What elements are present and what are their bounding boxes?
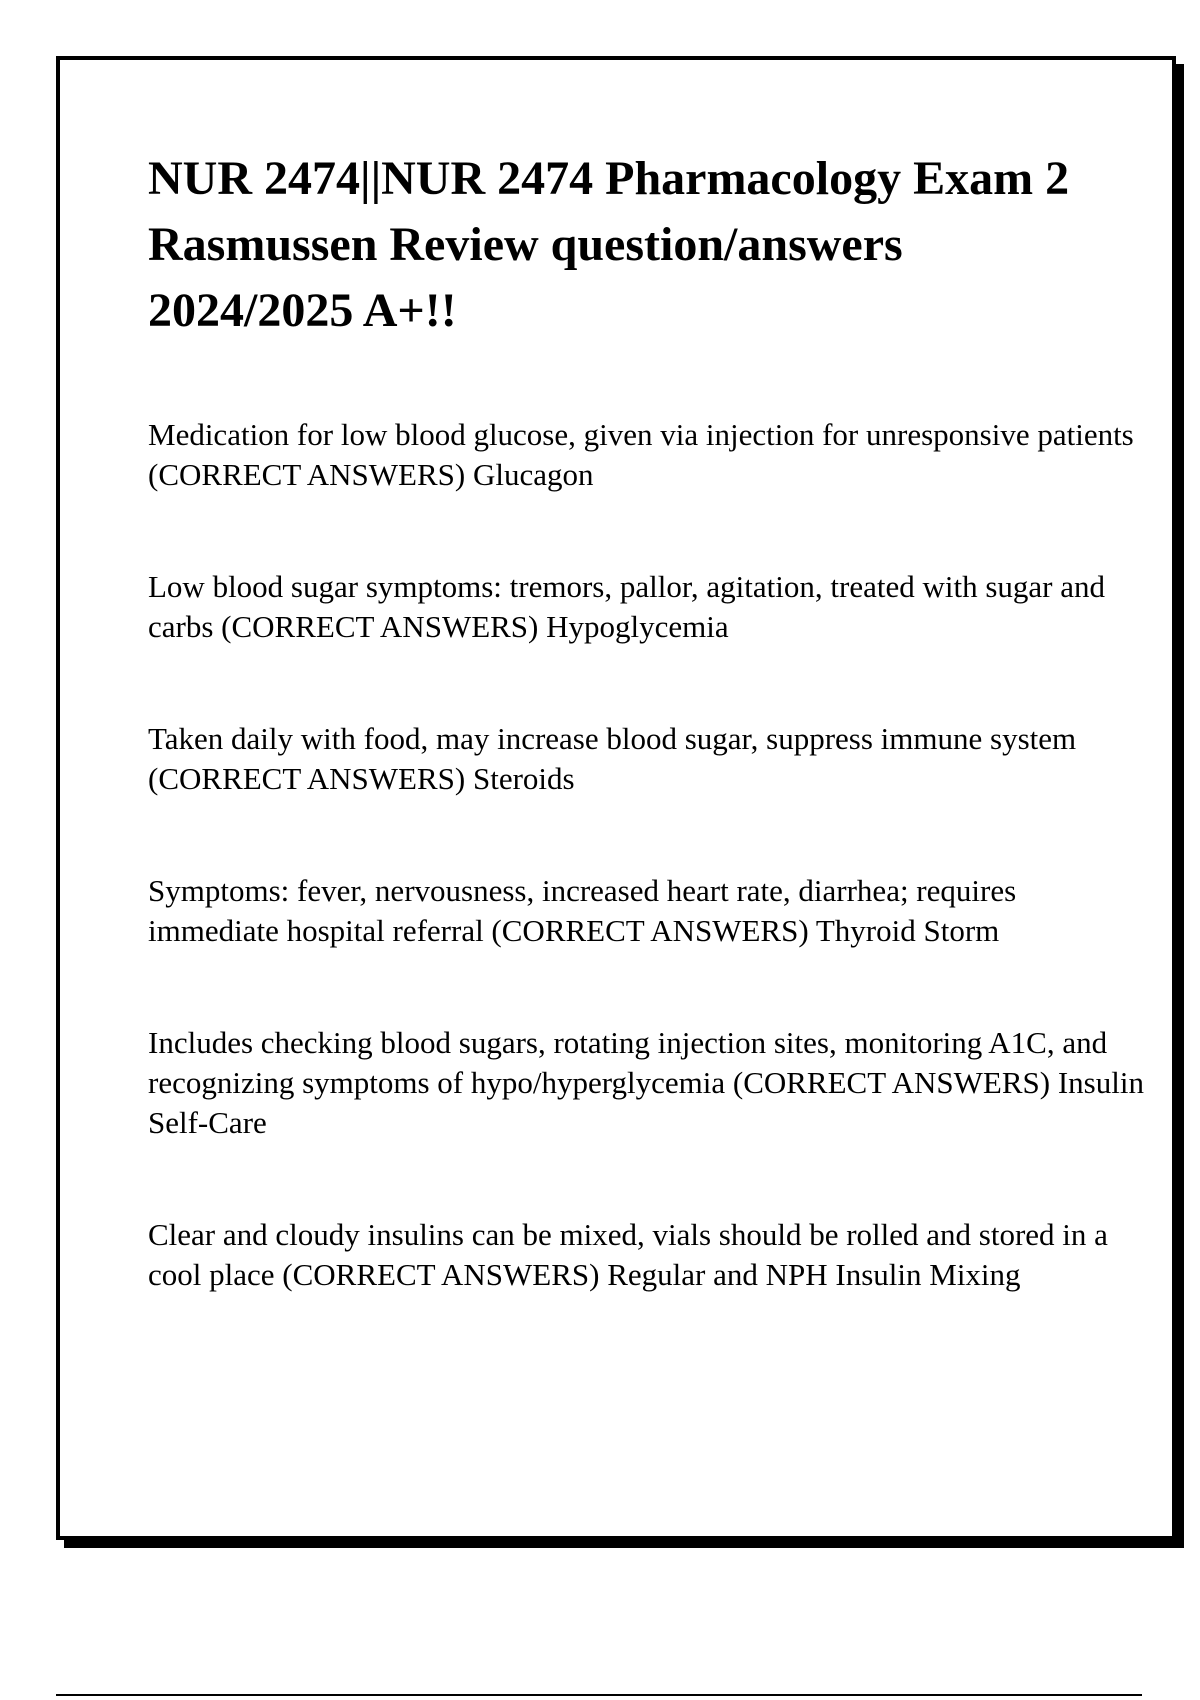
- qa-item: Symptoms: fever, nervousness, increased heart rate, diarrhea; requires immediate hospital referral (CORRECT ANSWERS) Thyroid Storm: [148, 873, 1017, 948]
- qa-item: Medication for low blood glucose, given via injection for unresponsive patients (CORRECT ANSWERS) Glucagon: [148, 417, 1134, 492]
- qa-item: Includes checking blood sugars, rotating injection sites, monitoring A1C, and recognizing symptoms of hypo/hyperglycemia (CORRECT ANSWERS) Insulin Self-Care: [148, 1025, 1144, 1140]
- qa-item: Low blood sugar symptoms: tremors, pallor, agitation, treated with sugar and carbs (CORRECT ANSWERS) Hypoglycemia: [148, 569, 1105, 644]
- document-title: NUR 2474||NUR 2474 Pharmacology Exam 2 Rasmussen Review question/answers 2024/2025 A+!!: [148, 152, 1070, 337]
- qa-item: Clear and cloudy insulins can be mixed, vials should be rolled and stored in a cool place (CORRECT ANSWERS) Regular and NPH Insulin Mixing: [148, 1217, 1108, 1292]
- qa-list: [148, 415, 1148, 1367]
- document-page: [56, 56, 1176, 1540]
- page-divider: [56, 1694, 1142, 1696]
- qa-item: Taken daily with food, may increase blood sugar, suppress immune system (CORRECT ANSWERS) Steroids: [148, 721, 1077, 796]
